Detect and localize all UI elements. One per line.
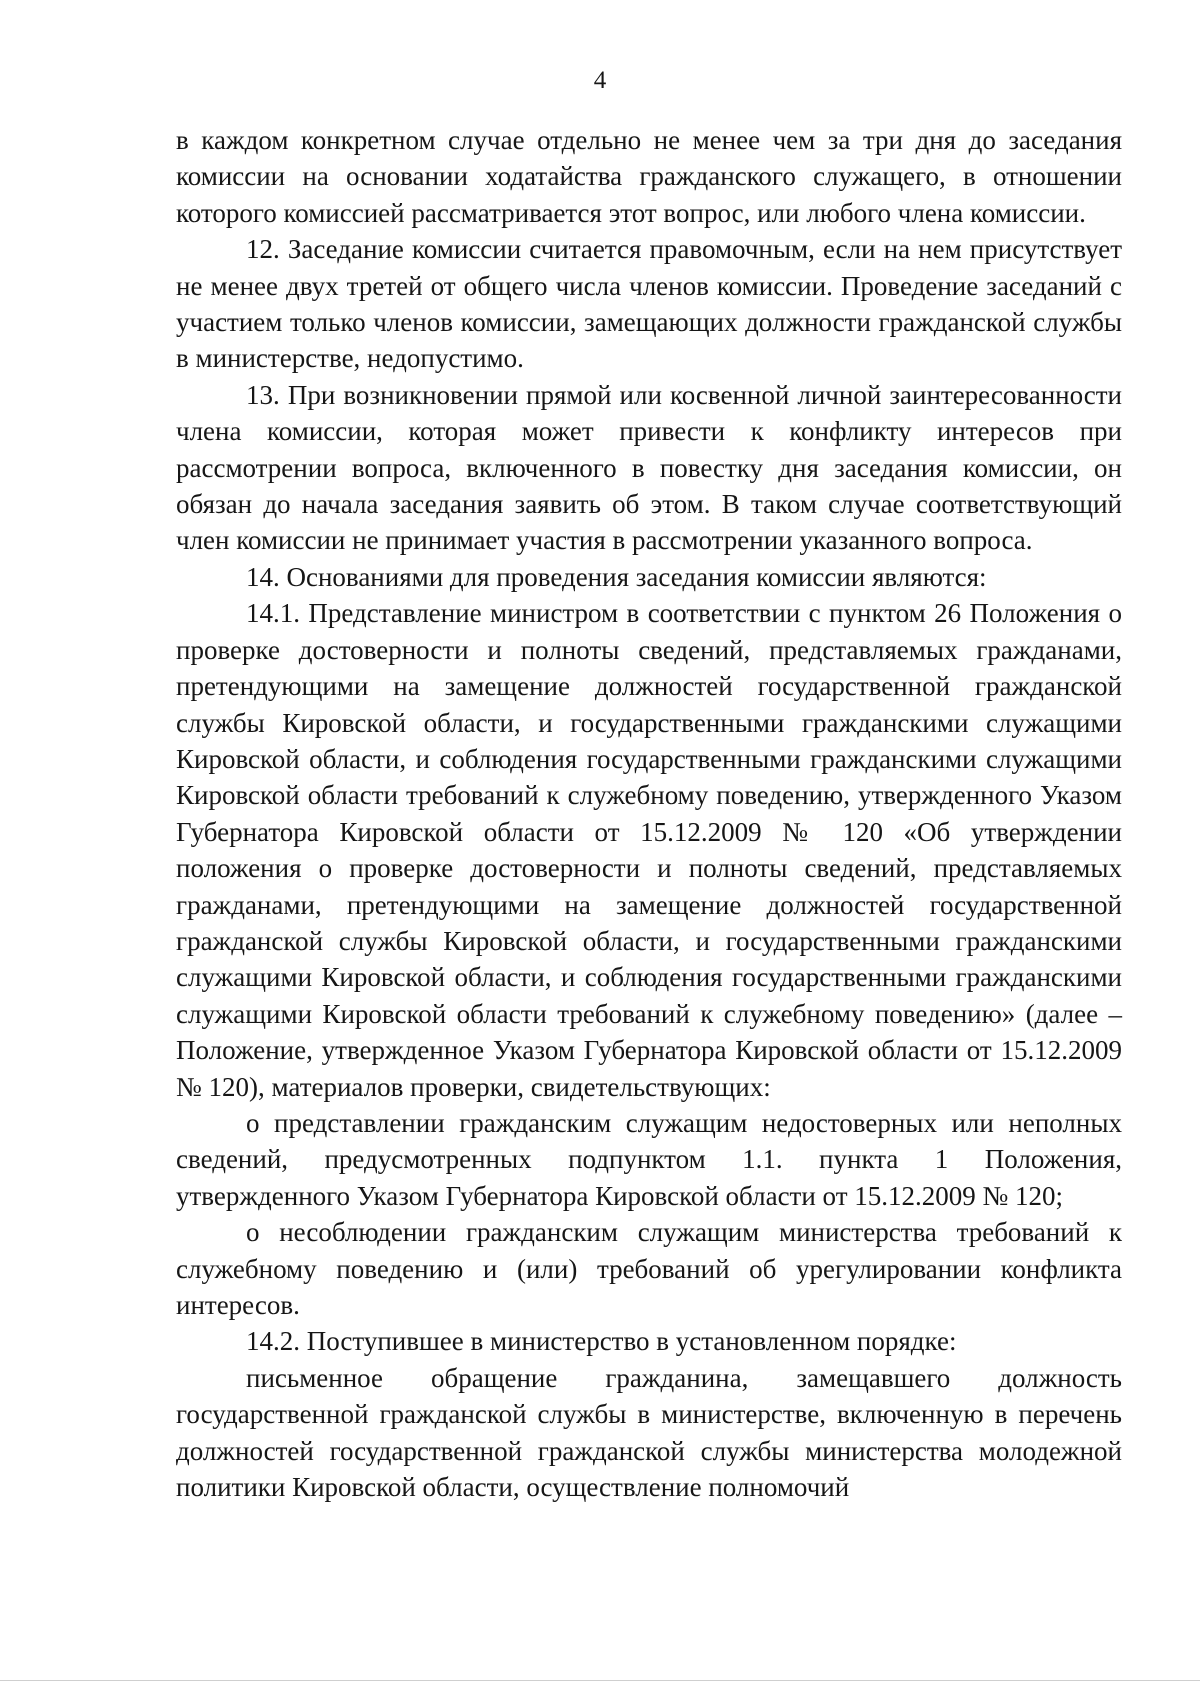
paragraph-written-appeal: письменное обращение гражданина, замещавшего должность государственной гражданской службы в министерстве, включенную в перечень должностей государственной гражданской службы министерства молодежной политики Кировской области, осуществление полномочий (176, 1362, 1122, 1503)
paragraph-inaccurate-information: о представлении гражданским служащим недостоверных или неполных сведений, предусмотренных подпунктом 1.1. пункта 1 Положения, утвержденного Указом Губернатора Кировской области от 15.12.2009 № 120; (176, 1107, 1122, 1211)
document-body (176, 122, 1122, 1505)
page-number: 4 (593, 67, 607, 94)
paragraph-non-compliance: о несоблюдении гражданским служащим министерства требований к служебному поведению и (или) требований об урегулировании конфликта интересов. (176, 1217, 1122, 1320)
scan-bottom-edge (0, 1680, 1200, 1681)
paragraph-continuation: в каждом конкретном случае отдельно не менее чем за три дня до заседания комиссии на основании ходатайства гражданского служащего, в отношении которого комиссией рассматривается этот вопрос, или любого члена комиссии. (176, 125, 1122, 228)
paragraph-14-grounds: 14. Основаниями для проведения заседания комиссии являются: (246, 561, 987, 592)
paragraph-14-2-received: 14.2. Поступившее в министерство в установленном порядке: (246, 1326, 957, 1357)
paragraph-13-conflict-of-interest: 13. При возникновении прямой или косвенной личной заинтересованности члена комиссии, которая может привести к конфликту интересов при рассмотрении вопроса, включенного в повестку дня заседания комиссии, он обязан до начала заседания заявить об этом. В таком случае соответствующий член комиссии не принимает участия в рассмотрении указанного вопроса. (176, 379, 1122, 556)
paragraph-12-quorum: 12. Заседание комиссии считается правомочным, если на нем присутствует не менее двух третей от общего числа членов комиссии. Проведение заседаний с участием только членов комиссии, замещающих должности гражданской службы в министерстве, недопустимо. (176, 234, 1122, 374)
paragraph-14-1-minister-submission: 14.1. Представление министром в соответствии с пунктом 26 Положения о проверке достоверности и полноты сведений, представляемых гражданами, претендующими на замещение должностей государственной гражданской службы Кировской области, и государственными гражданскими служащими Кировской области, и соблюдения государственными гражданскими служащими Кировской области требований к служебному поведению, утвержденного Указом Губернатора Кировской области от 15.12.2009 № 120 «Об утверждении положения о проверке достоверности и полноты сведений, представляемых гражданами, претендующими на замещение должностей государственной гражданской службы Кировской области, и государственными гражданскими служащими Кировской области, и соблюдения государственными гражданскими служащими Кировской области требований к служебному поведению» (далее – Положение, утвержденное Указом Губернатора Кировской области от 15.12.2009 № 120), материалов проверки, свидетельствующих: (176, 598, 1122, 1102)
